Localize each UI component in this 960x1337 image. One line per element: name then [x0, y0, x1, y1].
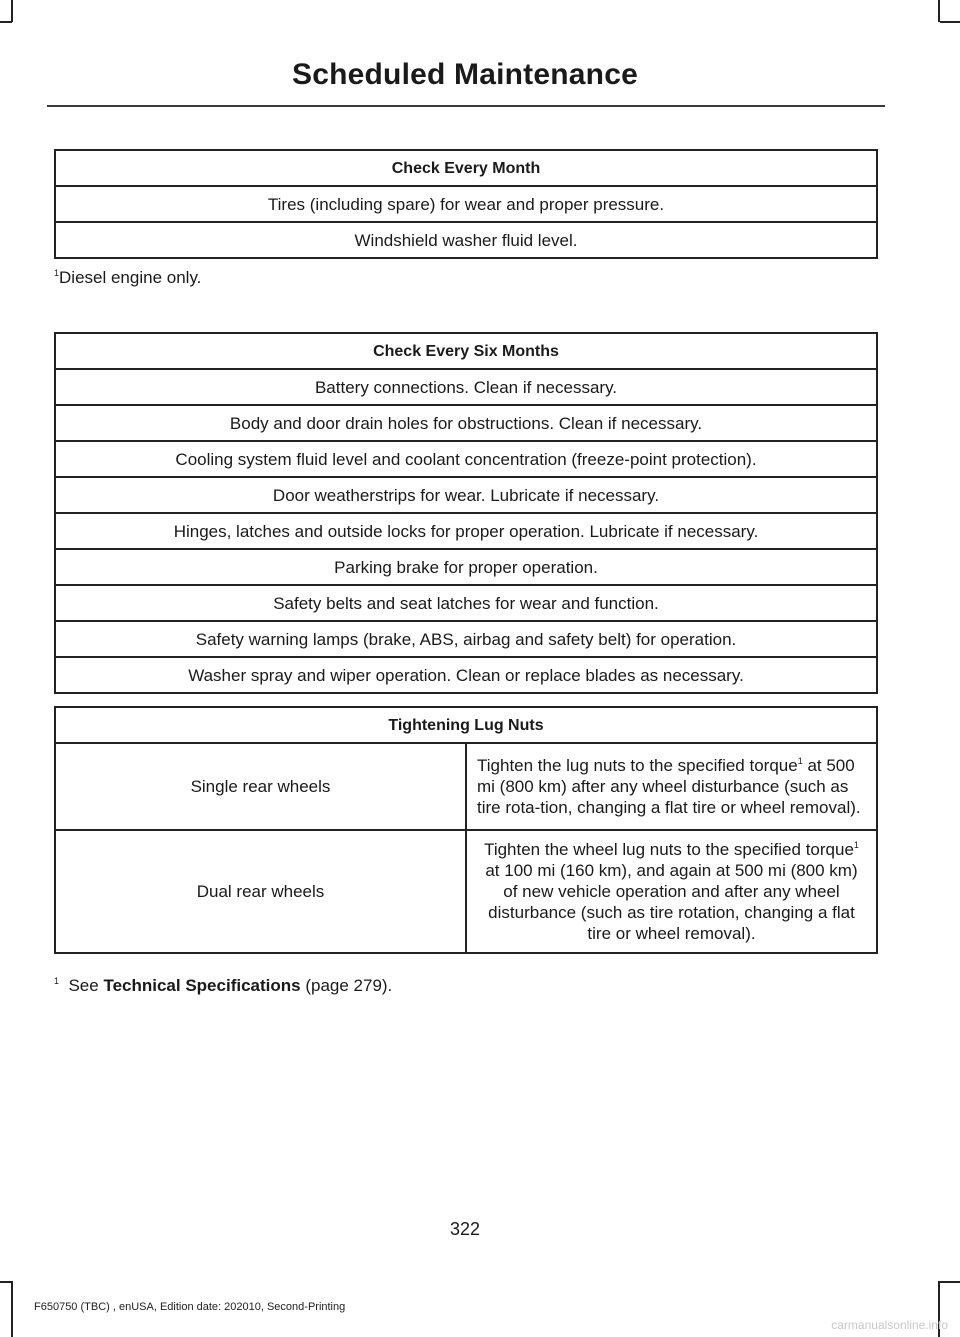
instruction-text: Tighten the lug nuts to the specified torque — [477, 756, 798, 775]
table-row — [55, 743, 877, 830]
table-cell: Windshield washer fluid level. — [55, 222, 877, 258]
footnote-mark: 1 — [54, 976, 60, 986]
footnote-mark: 1 — [853, 840, 859, 850]
crop-mark — [940, 21, 960, 23]
instruction-text: at 500 mi (800 km) after any wheel disturbance (such as tire rota-tion, changing a flat tire or wheel removal). — [477, 756, 861, 817]
table-row — [55, 621, 877, 657]
lug-nut-instruction-dual — [466, 830, 877, 953]
table-cell: Cooling system fluid level and coolant concentration (freeze-point protection). — [55, 441, 877, 477]
table-row — [55, 369, 877, 405]
table-row — [55, 830, 877, 953]
table-row — [55, 657, 877, 693]
crop-mark — [0, 1281, 12, 1283]
table-cell: Tires (including spare) for wear and proper pressure. — [55, 186, 877, 222]
footnote-mark: 1 — [54, 268, 60, 278]
table-row — [55, 477, 877, 513]
technical-specifications-link[interactable]: Technical Specifications — [103, 976, 301, 995]
wheel-type-single: Single rear wheels — [55, 743, 466, 830]
footnote-text: Diesel engine only. — [59, 268, 202, 287]
crop-mark — [11, 1281, 13, 1337]
page-number: 322 — [449, 1219, 481, 1239]
table-cell: Hinges, latches and outside locks for proper operation. Lubricate if necessary. — [55, 513, 877, 549]
table-row — [55, 513, 877, 549]
table-cell: Battery connections. Clean if necessary. — [55, 369, 877, 405]
table-row — [55, 441, 877, 477]
table-heading: Check Every Month — [55, 150, 877, 186]
table-cell: Parking brake for proper operation. — [55, 549, 877, 585]
footnote-diesel — [54, 268, 201, 288]
instruction-text: Tighten the wheel lug nuts to the specified torque — [484, 840, 854, 859]
table-row — [55, 585, 877, 621]
lug-nut-instruction-single — [466, 743, 877, 830]
table-row — [55, 186, 877, 222]
crop-mark — [11, 0, 13, 22]
table-row — [55, 222, 877, 258]
table-cell: Safety warning lamps (brake, ABS, airbag and safety belt) for operation. — [55, 621, 877, 657]
wheel-type-dual: Dual rear wheels — [55, 830, 466, 953]
table-cell: Washer spray and wiper operation. Clean or replace blades as necessary. — [55, 657, 877, 693]
watermark: carmanualsonline.info — [831, 1318, 948, 1332]
check-every-month-table — [54, 149, 878, 259]
crop-mark — [940, 1281, 960, 1283]
footnote-mark: 1 — [797, 756, 803, 766]
table-cell: Body and door drain holes for obstructions. Clean if necessary. — [55, 405, 877, 441]
crop-mark — [938, 0, 940, 22]
table-heading: Check Every Six Months — [55, 333, 877, 369]
footnote-see: See — [68, 976, 99, 995]
footnote-page: (page 279). — [305, 976, 393, 995]
edition-info: F650750 (TBC) , enUSA, Edition date: 202010, Second-Printing — [34, 1301, 346, 1313]
tightening-lug-nuts-table — [54, 706, 878, 954]
instruction-text: at 100 mi (160 km), and again at 500 mi (800 km) of new vehicle operation and after any wheel disturbance (such as tire rotation, changing a flat tire or wheel removal). — [485, 861, 858, 943]
crop-mark — [0, 21, 12, 23]
table-cell: Door weatherstrips for wear. Lubricate if necessary. — [55, 477, 877, 513]
table-row — [55, 549, 877, 585]
table-row — [55, 405, 877, 441]
table-cell: Safety belts and seat latches for wear and function. — [55, 585, 877, 621]
page-title: Scheduled Maintenance — [292, 58, 638, 91]
table-heading: Tightening Lug Nuts — [55, 707, 877, 743]
header-divider — [47, 105, 885, 107]
footnote-torque — [54, 976, 392, 996]
check-every-six-months-table — [54, 332, 878, 694]
